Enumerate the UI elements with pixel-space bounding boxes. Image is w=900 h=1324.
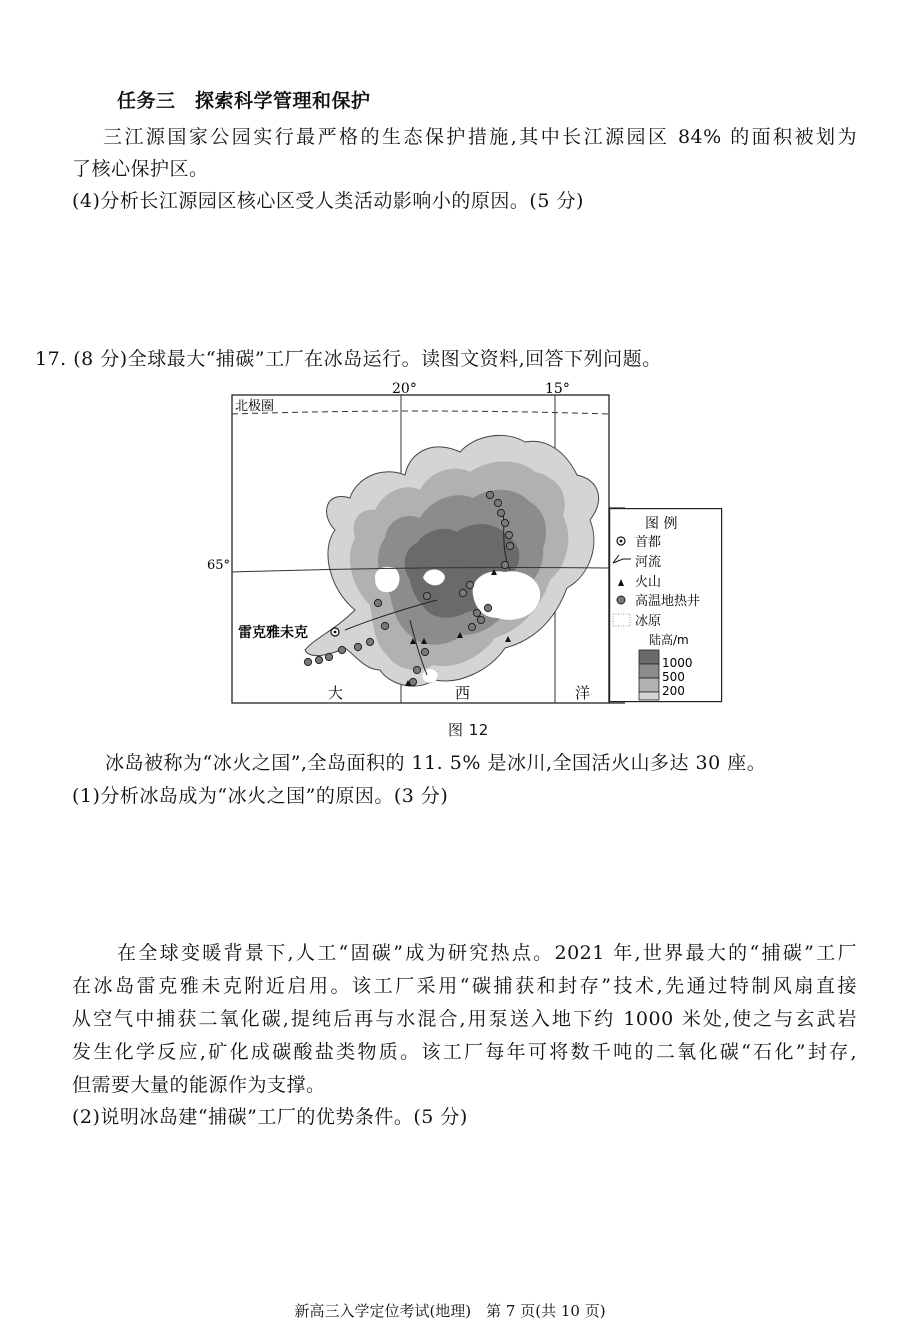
- geothermal-well-dot: [423, 592, 430, 599]
- legend-icefield-label: 冰原: [635, 614, 662, 629]
- icefield-langjokull: [375, 567, 400, 593]
- ocean-label-char-1: 大: [328, 684, 344, 702]
- geothermal-well-dot: [421, 648, 428, 655]
- question-17-paragraph-line-4: 发生化学反应,矿化成碳酸盐类物质。该工厂每年可将数千吨的二氧化碳“石化”封存,: [72, 1041, 857, 1063]
- legend-capital-icon-center: [620, 540, 623, 543]
- geothermal-well-dot: [409, 678, 416, 685]
- geothermal-well-dot: [501, 519, 508, 526]
- icefield-vatnajokull: [473, 571, 541, 620]
- question-17-paragraph-line-3: 从空气中捕获二氧化碳,提纯后再与水混合,用泵送入地下约 1000 米处,使之与玄武岩: [72, 1008, 857, 1030]
- geothermal-well-dot: [473, 609, 480, 616]
- geothermal-well-dot: [497, 509, 504, 516]
- question-17-intro: 冰岛被称为“冰火之国”,全岛面积的 11. 5% 是冰川,全国活火山多达 30 座。: [105, 752, 767, 774]
- task3-heading: 任务三 探索科学管理和保护: [117, 90, 371, 112]
- legend-title: 图 例: [645, 516, 678, 532]
- geothermal-well-dot: [477, 616, 484, 623]
- geothermal-well-dot: [468, 623, 475, 630]
- ocean-label-char-3: 洋: [575, 684, 591, 702]
- task3-paragraph-line-2: 了核心保护区。: [72, 158, 209, 180]
- question-17-paragraph-line-5: 但需要大量的能源作为支撑。: [72, 1074, 326, 1096]
- geothermal-well-dot: [484, 604, 491, 611]
- legend-elev-swatch-200-500: [639, 678, 659, 692]
- icefield-myrdalsjokull: [422, 669, 438, 683]
- legend-volcano-label: 火山: [635, 575, 662, 590]
- legend-elev-swatch-500-1000: [639, 664, 659, 678]
- ocean-label-char-2: 西: [455, 684, 471, 702]
- question-17-paragraph-line-2: 在冰岛雷克雅未克附近启用。该工厂采用“碳捕获和封存”技术,先通过特制风扇直接: [72, 975, 857, 997]
- lon-15-label: 15°: [545, 381, 570, 397]
- geothermal-well-dot: [338, 646, 345, 653]
- geothermal-well-dot: [374, 599, 381, 606]
- geothermal-well-dot: [325, 653, 332, 660]
- geothermal-well-dot: [494, 499, 501, 506]
- question-17-part-2: (2)说明冰岛建“捕碳”工厂的优势条件。(5 分): [72, 1106, 468, 1128]
- legend-geothermal-icon: [617, 596, 625, 604]
- lon-20-label: 20°: [392, 381, 417, 397]
- legend-elev-swatch-1000plus: [639, 650, 659, 664]
- geothermal-well-dot: [459, 589, 466, 596]
- capital-label: 雷克雅未克: [238, 625, 308, 641]
- capital-marker-center: [334, 631, 337, 634]
- geothermal-well-dot: [486, 491, 493, 498]
- legend-capital-label: 首都: [635, 535, 662, 550]
- lat-65-label: 65°: [207, 558, 231, 573]
- question-4: (4)分析长江源园区核心区受人类活动影响小的原因。(5 分): [72, 190, 584, 212]
- page-footer: 新高三入学定位考试(地理) 第 7 页(共 10 页): [294, 1302, 606, 1320]
- question-17-header: 17. (8 分)全球最大“捕碳”工厂在冰岛运行。读图文资料,回答下列问题。: [35, 348, 662, 370]
- iceland-map-figure: [205, 380, 625, 705]
- task3-paragraph-line-1: 三江源国家公园实行最严格的生态保护措施,其中长江源园区 84% 的面积被划为: [103, 126, 857, 148]
- arctic-circle-label: 北极圈: [235, 399, 275, 414]
- geothermal-well-dot: [501, 561, 508, 568]
- figure-caption: 图 12: [448, 721, 489, 739]
- geothermal-well-dot: [466, 581, 473, 588]
- geothermal-well-dot: [506, 542, 513, 549]
- geothermal-well-dot: [315, 656, 322, 663]
- geothermal-well-dot: [505, 531, 512, 538]
- geothermal-well-dot: [304, 658, 311, 665]
- question-17-part-1: (1)分析冰岛成为“冰火之国”的原因。(3 分): [72, 785, 449, 807]
- geothermal-well-dot: [413, 666, 420, 673]
- geothermal-well-dot: [381, 622, 388, 629]
- legend-elev-swatch-0-200: [639, 692, 659, 700]
- legend-elev-1000: 1000: [662, 656, 693, 670]
- legend-geothermal-label: 高温地热井: [635, 594, 701, 609]
- legend-elev-500: 500: [662, 670, 685, 684]
- geothermal-well-dot: [366, 638, 373, 645]
- question-17-paragraph-line-1: 在全球变暖背景下,人工“固碳”成为研究热点。2021 年,世界最大的“捕碳”工厂: [117, 942, 857, 964]
- legend-river-label: 河流: [635, 555, 662, 570]
- legend-elevation-title: 陆高/m: [649, 633, 689, 647]
- legend-elev-200: 200: [662, 684, 685, 698]
- geothermal-well-dot: [354, 643, 361, 650]
- legend-icefield-icon: [613, 614, 630, 626]
- legend: [609, 508, 723, 703]
